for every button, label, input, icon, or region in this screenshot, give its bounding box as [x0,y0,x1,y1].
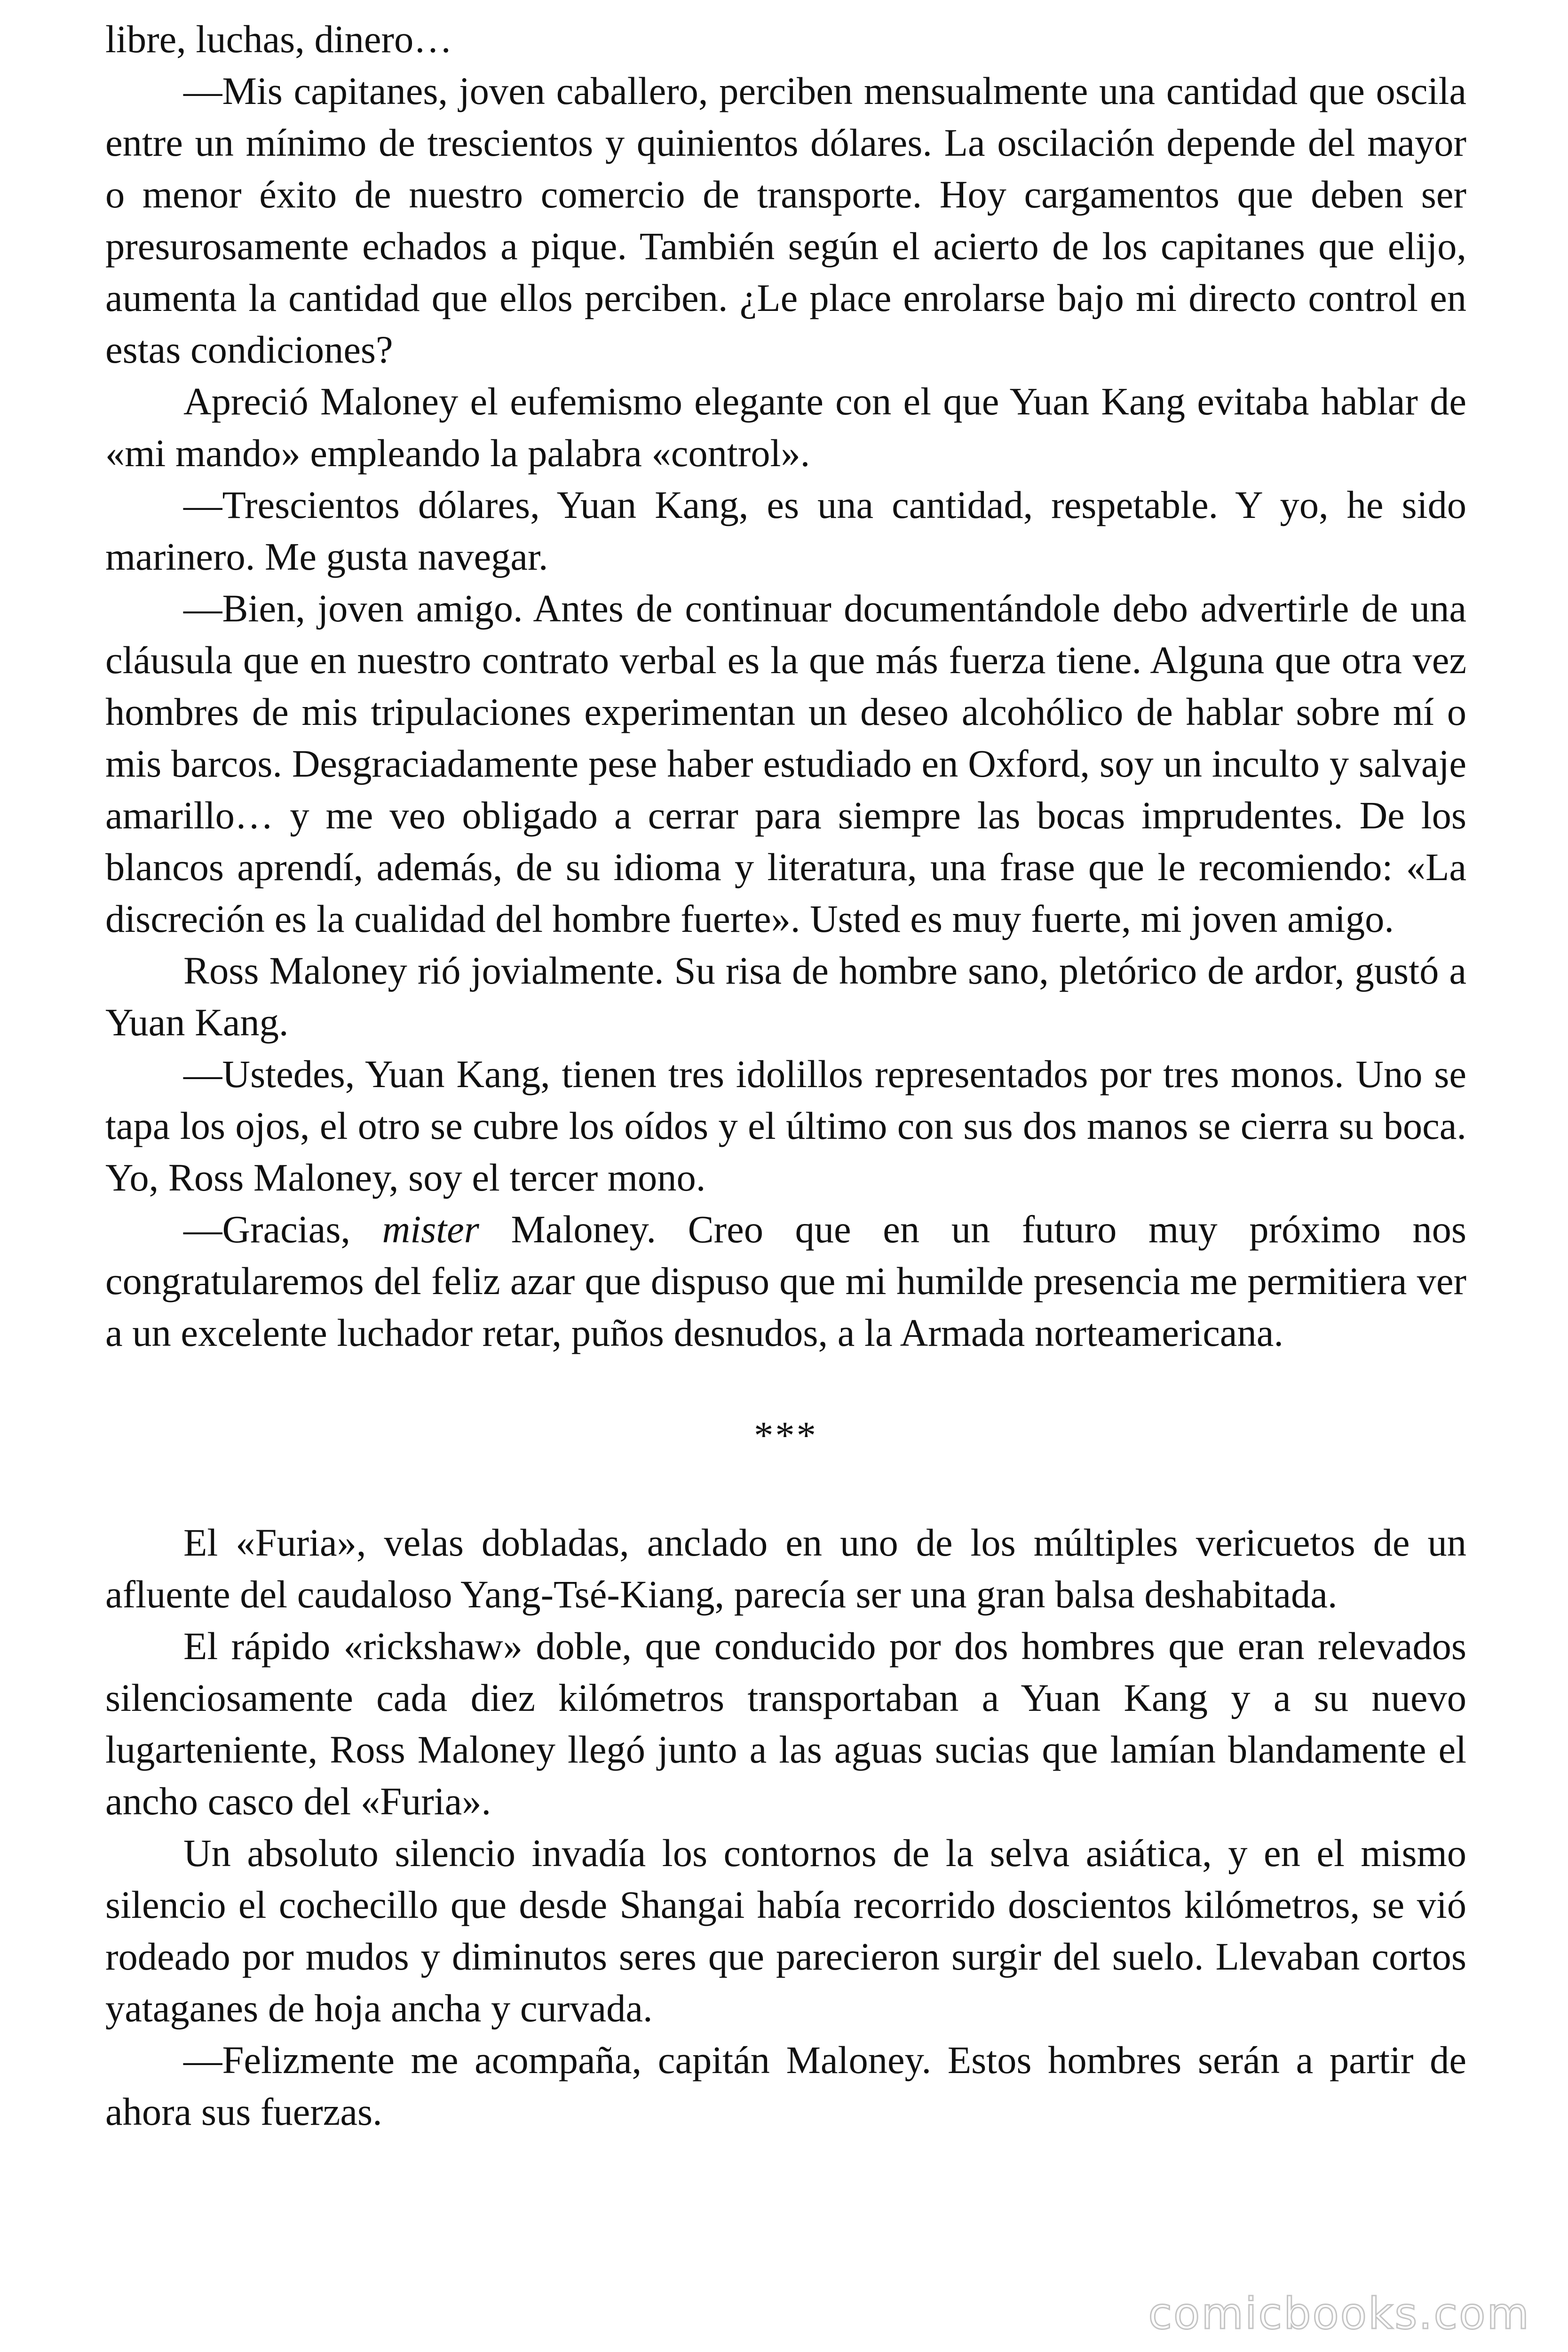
paragraph: El «Furia», velas dobladas, anclado en uno de los múltiples vericuetos de un afluente del caudaloso Yang-Tsé-Kiang, parecía ser una gran balsa deshabitada. [105,1521,1466,1616]
paragraph: Ross Maloney rió jovialmente. Su risa de hombre sano, pletórico de ardor, gustó a Yuan Kang. [105,949,1466,1044]
paragraph: —Trescientos dólares, Yuan Kang, es una cantidad, respetable. Y yo, he sido marinero. Me gusta navegar. [105,483,1466,578]
page-body [105,13,1466,2137]
paragraph: libre, luchas, dinero… [105,17,452,61]
paragraph-text-start: —Gracias, [183,1208,382,1251]
paragraph: —Felizmente me acompaña, capitán Maloney. Estos hombres serán a partir de ahora sus fuerzas. [105,2038,1466,2133]
paragraph-text-end: Maloney. Creo que en un futuro muy próximo nos congratularemos del feliz azar que dispuso que mi humilde presencia me permitiera ver a un excelente luchador retar, puños desnudos, a la Armada norteamericana. [105,1208,1466,1354]
paragraph: Apreció Maloney el eufemismo elegante con el que Yuan Kang evitaba hablar de «mi mando» empleando la palabra «control». [105,380,1466,475]
paragraph: —Ustedes, Yuan Kang, tienen tres idolillos representados por tres monos. Uno se tapa los ojos, el otro se cubre los oídos y el último con sus dos manos se cierra su boca. Yo, Ross Maloney, soy el tercer mono. [105,1052,1466,1199]
paragraph: —Bien, joven amigo. Antes de continuar documentándole debo advertirle de una cláusula que en nuestro contrato verbal es la que más fuerza tiene. Alguna que otra vez hombres de mis tripulaciones experimentan un deseo alcohólico de hablar sobre mí o mis barcos. Desgraciadamente pese haber estudiado en Oxford, soy un inculto y salvaje amarillo… y me veo obligado a cerrar para siempre las bocas imprudentes. De los blancos aprendí, además, de su idioma y literatura, una frase que le recomiendo: «La discreción es la cualidad del hombre fuerte». Usted es muy fuerte, mi joven amigo. [105,587,1466,940]
watermark: comicbooks.com [1148,2288,1530,2339]
section-separator: *** [754,1414,818,1457]
paragraph: —Mis capitanes, joven caballero, perciben mensualmente una cantidad que oscila entre un mínimo de trescientos y quinientos dólares. La oscilación depende del mayor o menor éxito de nuestro comercio de transporte. Hoy cargamentos que deben ser presurosamente echados a pique. También según el acierto de los capitanes que elijo, aumenta la cantidad que ellos perciben. ¿Le place enrolarse bajo mi directo control en estas condiciones? [105,69,1466,371]
paragraph: El rápido «rickshaw» doble, que conducido por dos hombres que eran relevados silenciosamente cada diez kilómetros transportaban a Yuan Kang y a su nuevo lugarteniente, Ross Maloney llegó junto a las aguas sucias que lamían blandamente el ancho casco del «Furia». [105,1624,1466,1823]
paragraph: Un absoluto silencio invadía los contornos de la selva asiática, y en el mismo silencio el cochecillo que desde Shangai había recorrido doscientos kilómetros, se vió rodeado por mudos y diminutos seres que parecieron surgir del suelo. Llevaban cortos yataganes de hoja ancha y curvada. [105,1831,1466,2030]
italic-word: mister [382,1208,479,1251]
paragraph-gracias [105,1203,1466,1359]
